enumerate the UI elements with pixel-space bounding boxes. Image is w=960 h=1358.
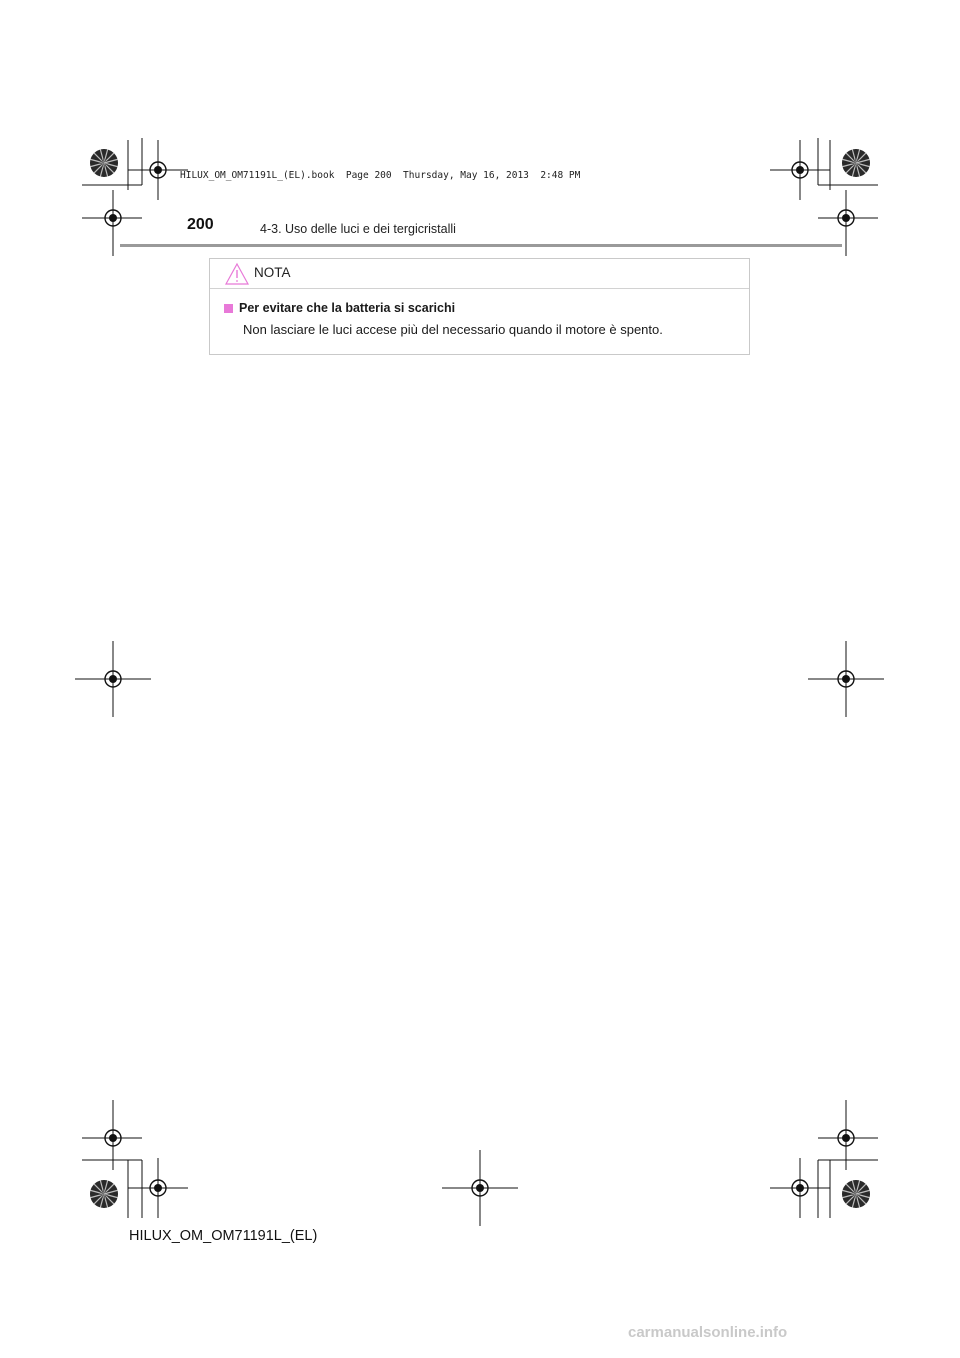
book-info-header: HILUX_OM_OM71191L_(EL).book Page 200 Thursday, May 16, 2013 2:48 PM (180, 170, 581, 181)
registration-dot (154, 166, 162, 174)
notice-item-heading (224, 301, 455, 315)
section-title: 4-3. Uso delle luci e dei tergicristalli (260, 222, 456, 236)
notice-item-heading-text: Per evitare che la batteria si scarichi (239, 301, 456, 315)
registration-dot (109, 214, 117, 222)
notice-header (210, 259, 749, 289)
header-rule (120, 244, 842, 247)
document-code: HILUX_OM_OM71191L_(EL) (129, 1228, 318, 1244)
registration-dot (109, 675, 117, 683)
warning-triangle-icon (224, 262, 250, 286)
registration-dot (842, 675, 850, 683)
registration-dot (796, 1184, 804, 1192)
watermark: carmanualsonline.info (628, 1324, 788, 1341)
registration-dot (842, 214, 850, 222)
notice-item-text: Non lasciare le luci accese più del necessario quando il motore è spento. (243, 322, 663, 337)
square-bullet-icon (224, 304, 233, 313)
page-number: 200 (187, 216, 214, 233)
registration-dot (109, 1134, 117, 1142)
notice-box (209, 258, 750, 355)
registration-dot (796, 166, 804, 174)
notice-label: NOTA (254, 265, 291, 280)
registration-dot (842, 1134, 850, 1142)
registration-dot (154, 1184, 162, 1192)
registration-dot (476, 1184, 484, 1192)
